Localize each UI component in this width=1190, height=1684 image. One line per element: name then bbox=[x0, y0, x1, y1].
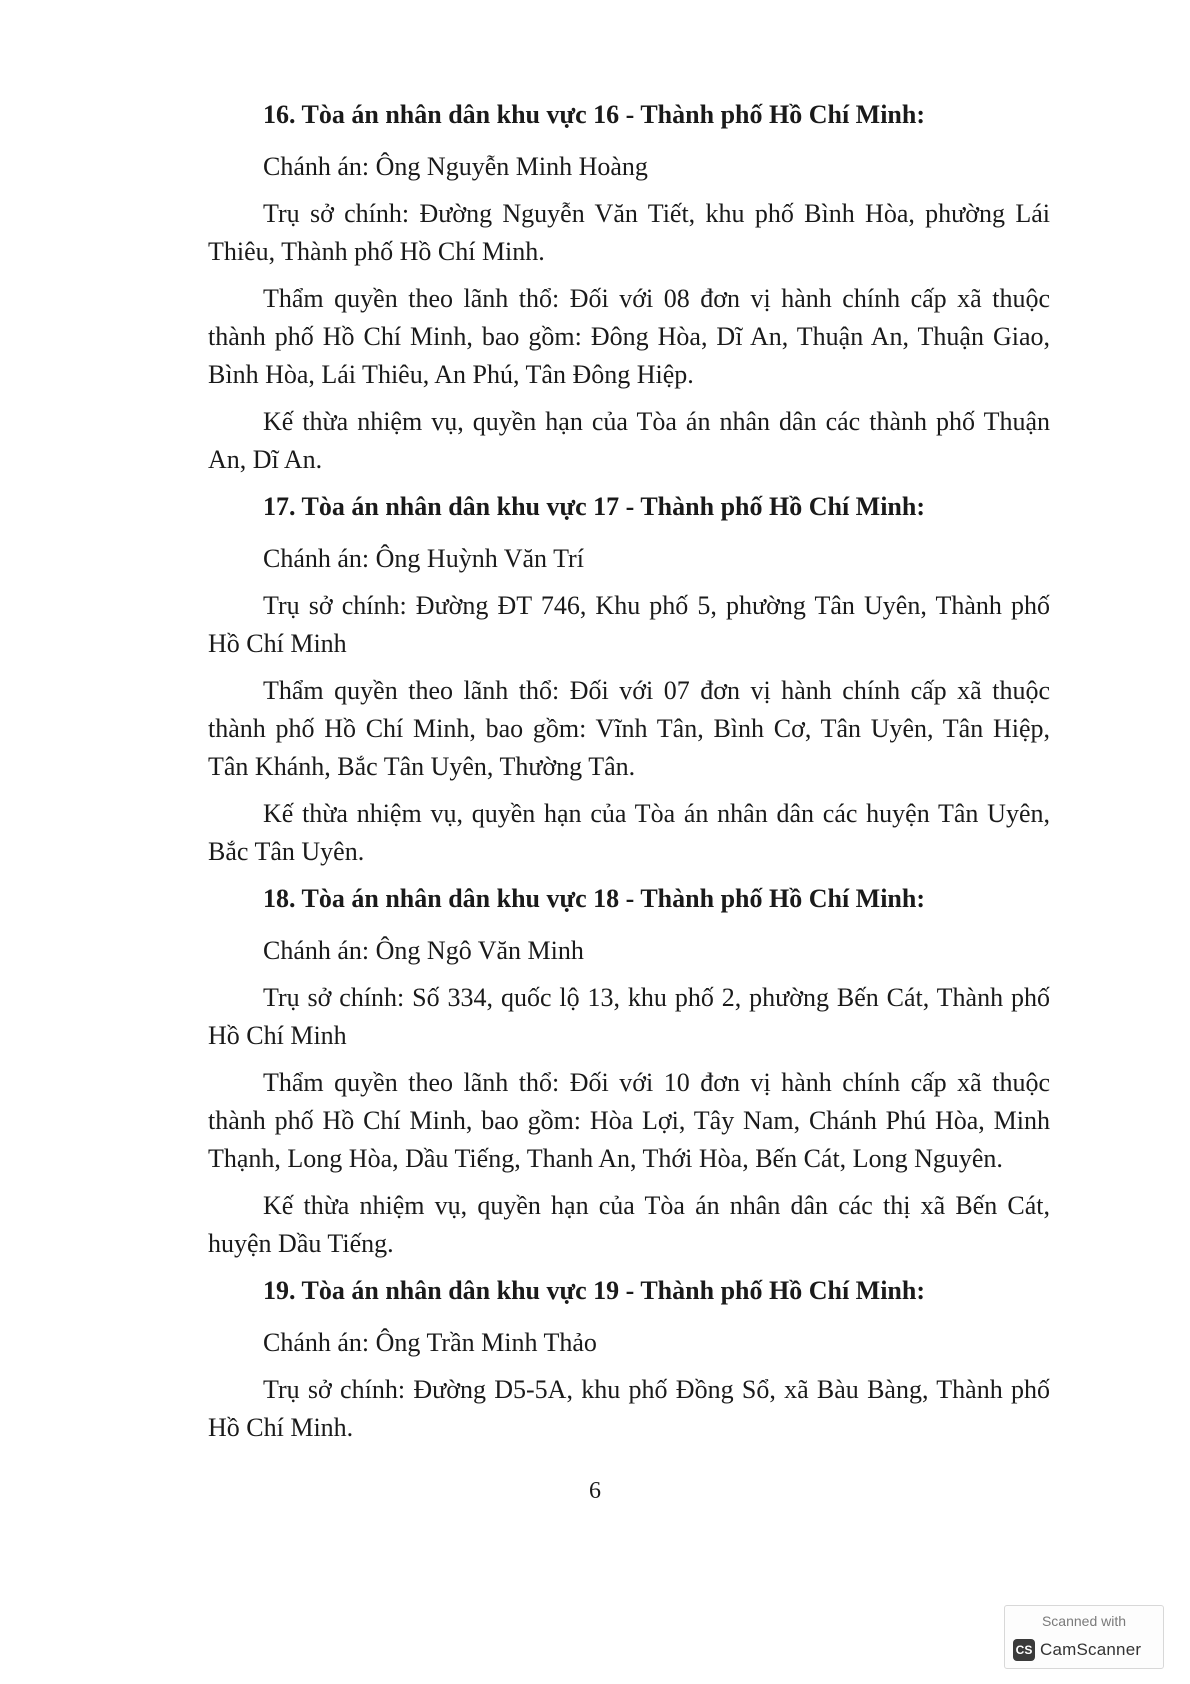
section-heading: 17. Tòa án nhân dân khu vực 17 - Thành phố Hồ Chí Minh: bbox=[263, 492, 926, 521]
section-heading: 18. Tòa án nhân dân khu vực 18 - Thành phố Hồ Chí Minh: bbox=[263, 884, 926, 913]
chief-judge-line: Chánh án: Ông Huỳnh Văn Trí bbox=[263, 544, 584, 573]
court-section-17 bbox=[208, 488, 1050, 871]
section-heading: 16. Tòa án nhân dân khu vực 16 - Thành phố Hồ Chí Minh: bbox=[263, 100, 926, 129]
chief-judge-line: Chánh án: Ông Nguyễn Minh Hoàng bbox=[263, 152, 648, 181]
inheritance-paragraph: Kế thừa nhiệm vụ, quyền hạn của Tòa án nhân dân các thị xã Bến Cát, huyện Dầu Tiếng. bbox=[208, 1191, 1050, 1258]
court-section-19 bbox=[208, 1272, 1050, 1447]
chief-judge-line: Chánh án: Ông Ngô Văn Minh bbox=[263, 936, 584, 965]
section-heading: 19. Tòa án nhân dân khu vực 19 - Thành phố Hồ Chí Minh: bbox=[263, 1276, 926, 1305]
camscanner-brand bbox=[1013, 1638, 1141, 1662]
scanned-with-label: Scanned with bbox=[1041, 1613, 1127, 1629]
headquarters-paragraph: Trụ sở chính: Đường Nguyễn Văn Tiết, khu phố Bình Hòa, phường Lái Thiêu, Thành phố Hồ Chí Minh. bbox=[208, 199, 1050, 266]
document-body bbox=[208, 96, 1050, 1456]
camscanner-name: CamScanner bbox=[1040, 1640, 1142, 1659]
jurisdiction-paragraph: Thẩm quyền theo lãnh thổ: Đối với 10 đơn vị hành chính cấp xã thuộc thành phố Hồ Chí Minh, bao gồm: Hòa Lợi, Tây Nam, Chánh Phú Hòa, Minh Thạnh, Long Hòa, Dầu Tiếng, Thanh An, Thới Hòa, Bến Cát, Long Nguyên. bbox=[208, 1068, 1050, 1173]
jurisdiction-paragraph: Thẩm quyền theo lãnh thổ: Đối với 07 đơn vị hành chính cấp xã thuộc thành phố Hồ Chí Minh, bao gồm: Vĩnh Tân, Bình Cơ, Tân Uyên, Tân Hiệp, Tân Khánh, Bắc Tân Uyên, Thường Tân. bbox=[208, 676, 1050, 781]
court-section-16 bbox=[208, 96, 1050, 479]
camscanner-watermark bbox=[1004, 1605, 1164, 1669]
page-number: 6 bbox=[589, 1478, 601, 1504]
inheritance-paragraph: Kế thừa nhiệm vụ, quyền hạn của Tòa án nhân dân các thành phố Thuận An, Dĩ An. bbox=[208, 407, 1050, 474]
court-section-18 bbox=[208, 880, 1050, 1263]
headquarters-paragraph: Trụ sở chính: Đường D5-5A, khu phố Đồng Sổ, xã Bàu Bàng, Thành phố Hồ Chí Minh. bbox=[208, 1375, 1050, 1442]
headquarters-paragraph: Trụ sở chính: Đường ĐT 746, Khu phố 5, phường Tân Uyên, Thành phố Hồ Chí Minh bbox=[208, 591, 1050, 658]
camscanner-logo-icon: CS bbox=[1013, 1639, 1035, 1661]
jurisdiction-paragraph: Thẩm quyền theo lãnh thổ: Đối với 08 đơn vị hành chính cấp xã thuộc thành phố Hồ Chí Minh, bao gồm: Đông Hòa, Dĩ An, Thuận An, Thuận Giao, Bình Hòa, Lái Thiêu, An Phú, Tân Đông Hiệp. bbox=[208, 284, 1050, 389]
inheritance-paragraph: Kế thừa nhiệm vụ, quyền hạn của Tòa án nhân dân các huyện Tân Uyên, Bắc Tân Uyên. bbox=[208, 799, 1050, 866]
headquarters-paragraph: Trụ sở chính: Số 334, quốc lộ 13, khu phố 2, phường Bến Cát, Thành phố Hồ Chí Minh bbox=[208, 983, 1050, 1050]
chief-judge-line: Chánh án: Ông Trần Minh Thảo bbox=[263, 1328, 597, 1357]
